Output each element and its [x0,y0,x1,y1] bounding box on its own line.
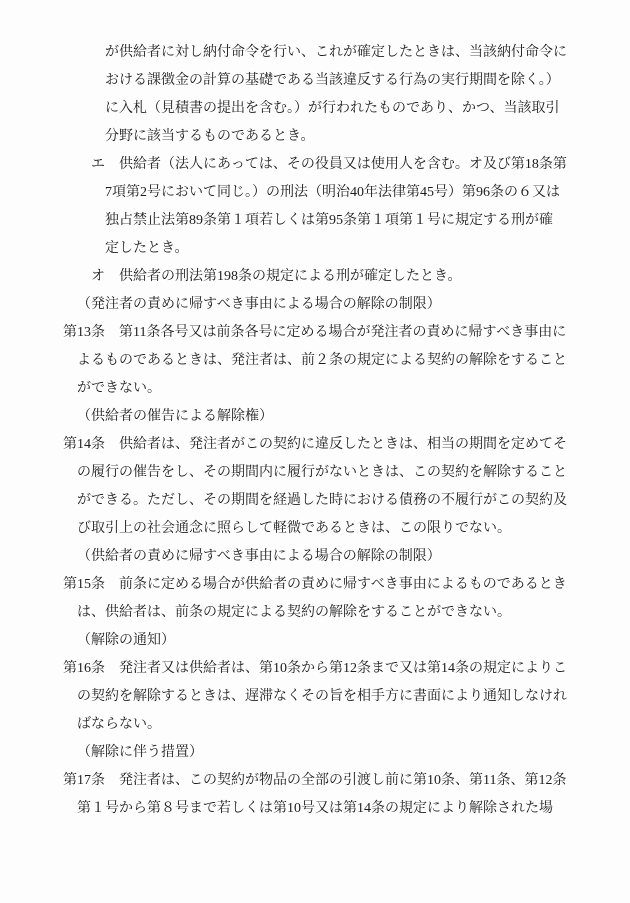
item-e-line-3 [105,207,553,235]
item-e-line-2 [105,179,560,207]
article-number: 第14条 [63,437,105,452]
article-14-line-2 [77,459,567,487]
article-15-line-2 [77,599,511,627]
article-16-line-3 [77,711,161,739]
item-u-continuation-line-3 [105,95,559,123]
heading-text: （供給者の責めに帰すべき事由による場合の解除の制限） [77,549,441,564]
article-13-line-1 [63,319,566,347]
item-e-line-4 [105,235,188,263]
line-text: おける課徴金の計算の基礎である当該違反する行為の実行期間を除く。） [105,73,560,88]
line-text: 供給者は、発注者がこの契約に違反したときは、相当の期間を定めてそ [119,437,567,452]
article-17-line-1 [63,767,566,795]
article-16-line-1 [63,655,567,683]
article-15-heading [77,543,441,571]
item-e-line-1 [91,151,567,179]
item-label: オ [91,269,105,284]
item-u-continuation-line-1 [105,39,567,67]
article-14-line-1 [63,431,567,459]
article-15-line-1 [63,571,567,599]
line-text: 前条に定める場合が供給者の責めに帰すべき事由によるものであるとき [119,577,567,592]
line-text: 7項第2号において同じ。）の刑法（明治40年法律第45号）第96条の６又は [105,185,560,200]
line-text: び取引上の社会通念に照らして軽微であるときは、この限りでない。 [77,521,511,536]
article-16-line-2 [77,683,567,711]
article-number: 第17条 [63,773,105,788]
line-text: ができない。 [77,381,161,396]
heading-text: （解除に伴う措置） [77,745,203,760]
line-text: 供給者（法人にあっては、その役員又は使用人を含む。オ及び第18条第 [119,157,567,172]
article-13-line-2 [77,347,567,375]
line-text: は、供給者は、前条の規定による契約の解除をすることができない。 [77,605,511,620]
article-number: 第15条 [63,577,105,592]
heading-text: （発注者の責めに帰すべき事由による場合の解除の制限） [77,297,441,312]
line-text: 発注者又は供給者は、第10条から第12条まで又は第14条の規定によりこ [119,661,567,676]
line-text: 定したとき。 [105,241,189,256]
line-text: ができる。ただし、その期間を経過した時における債務の不履行がこの契約及 [77,493,567,508]
article-13-heading [77,291,441,319]
line-text: が供給者に対し納付命令を行い、これが確定したときは、当該納付命令に [105,45,567,60]
line-text: ばならない。 [77,717,161,732]
line-text: に入札（見積書の提出を含む。）が行われたものであり、かつ、当該取引 [105,101,560,116]
line-text: の履行の催告をし、その期間内に履行がないときは、この契約を解除すること [77,465,567,480]
line-text: 供給者の刑法第198条の規定による刑が確定したとき。 [119,269,462,284]
heading-text: （解除の通知） [77,633,175,648]
article-14-line-3 [77,487,567,515]
article-number: 第16条 [63,661,105,676]
line-text: 独占禁止法第89条第１項若しくは第95条第１項第１号に規定する刑が確 [105,213,553,228]
article-number: 第13条 [63,325,105,340]
line-text: 第１号から第８号まで若しくは第10号又は第14条の規定により解除された場 [77,801,553,816]
line-text: 分野に該当するものであるとき。 [105,129,315,144]
line-text: 発注者は、この契約が物品の全部の引渡し前に第10条、第11条、第12条 [119,773,567,788]
item-u-continuation-line-2 [105,67,560,95]
article-17-line-2 [77,795,553,823]
article-14-line-4 [77,515,511,543]
item-u-continuation-line-4 [105,123,314,151]
article-17-heading [77,739,203,767]
line-text: の契約を解除するときは、遅滞なくその旨を相手方に書面により通知しなけれ [77,689,567,704]
line-text: 第11条各号又は前条各号に定める場合が発注者の責めに帰すべき事由に [119,325,567,340]
line-text: よるものであるときは、発注者は、前２条の規定による契約の解除をすること [77,353,567,368]
item-label: エ [91,157,105,172]
article-13-line-3 [77,375,161,403]
article-14-heading [77,403,273,431]
heading-text: （供給者の催告による解除権） [77,409,273,424]
item-o-line-1 [91,263,461,291]
article-16-heading [77,627,175,655]
